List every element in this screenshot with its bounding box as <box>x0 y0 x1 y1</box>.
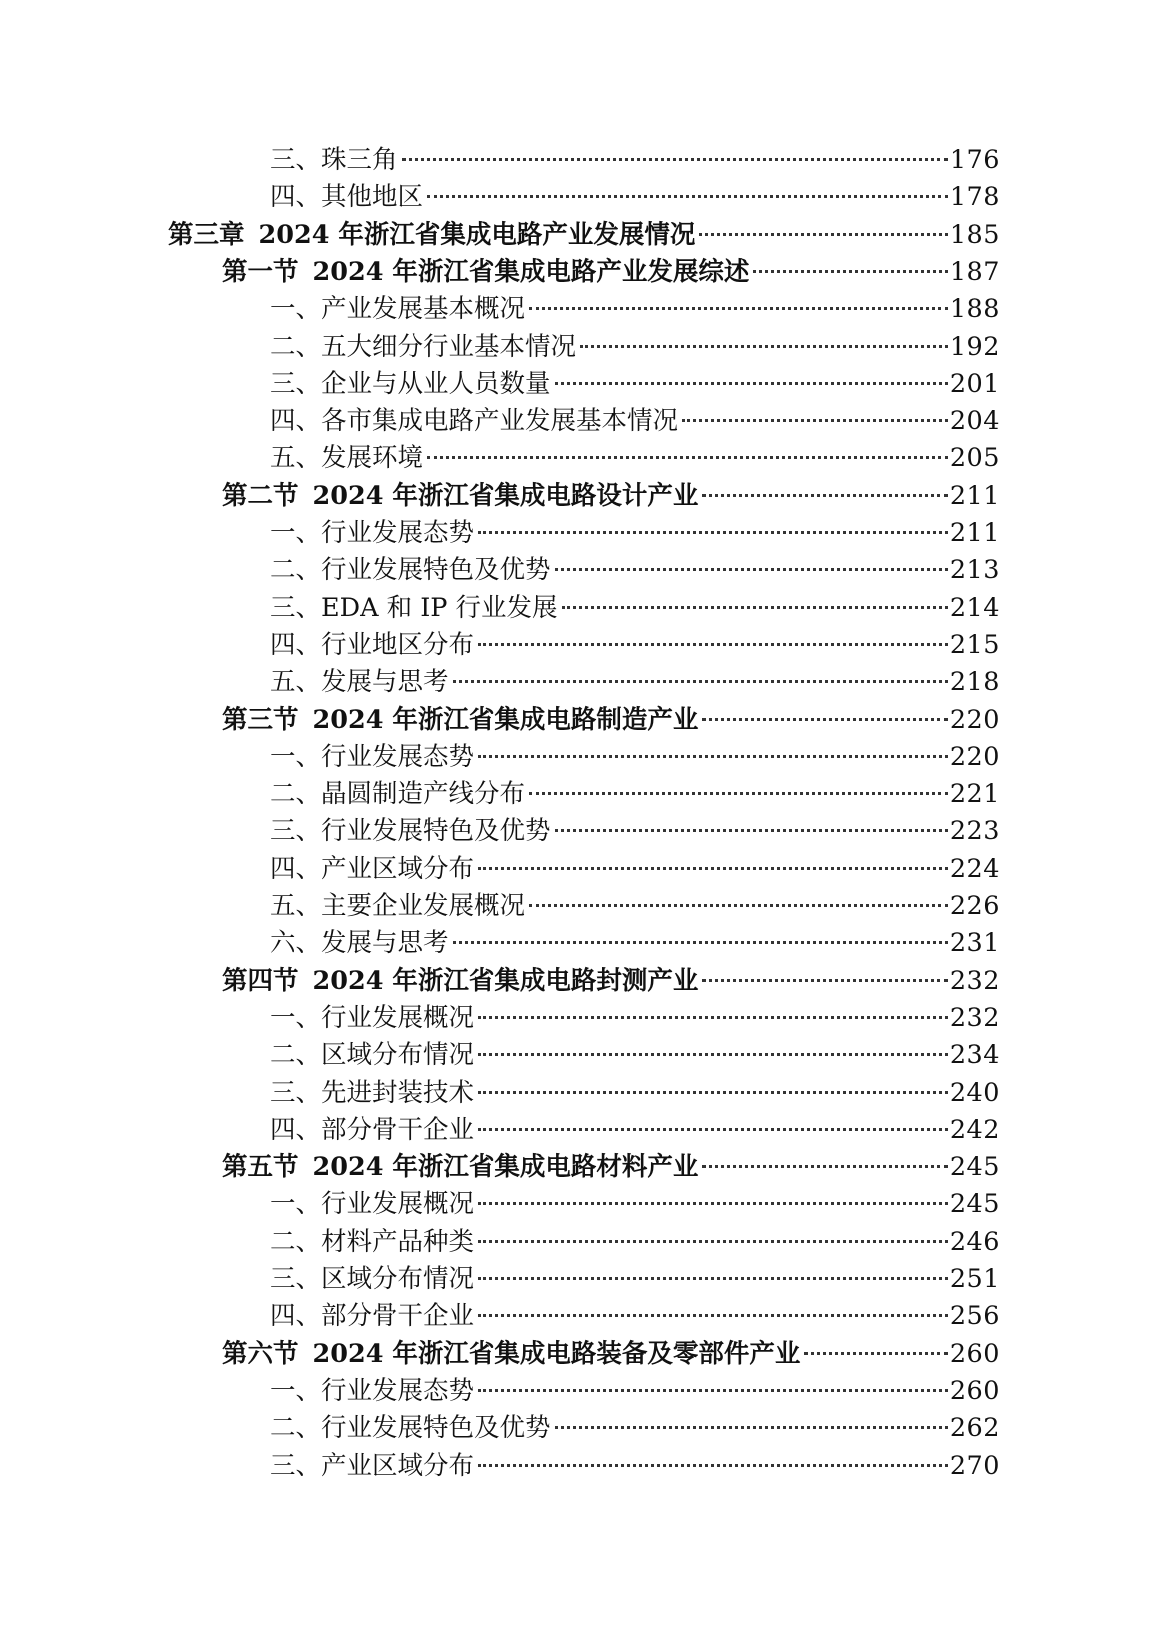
toc-entry-title: 晶圆制造产线分布 <box>321 779 526 810</box>
dot-leader <box>702 1165 947 1168</box>
toc-entry-page-number: 201 <box>949 368 1000 399</box>
dot-leader <box>702 979 947 982</box>
toc-entry-page-number: 224 <box>949 853 1000 884</box>
toc-entry-page-number: 204 <box>949 406 1000 437</box>
dot-leader <box>555 829 948 832</box>
toc-entry-title: 2024 年浙江省集成电路设计产业 <box>312 480 699 511</box>
dot-leader <box>478 755 948 758</box>
toc-entry-number: 三、 <box>270 1450 322 1481</box>
dot-leader <box>478 1016 948 1019</box>
toc-entry-number: 第二节 <box>222 480 299 511</box>
toc-entry-page-number: 231 <box>949 928 1000 959</box>
dot-leader <box>702 718 947 721</box>
dot-leader <box>427 195 948 198</box>
toc-entry-page-number: 242 <box>949 1114 1000 1145</box>
dot-leader <box>478 1091 948 1094</box>
toc-entry-number: 二、 <box>270 1226 322 1257</box>
toc-entry-title: 行业发展特色及优势 <box>321 1413 551 1444</box>
toc-entry-item[interactable] <box>270 590 1000 627</box>
toc-entry-title: 区域分布情况 <box>321 1264 475 1294</box>
dot-leader <box>555 382 948 385</box>
toc-entry-section[interactable] <box>222 478 1000 515</box>
toc-entry-number: 第五节 <box>222 1152 299 1183</box>
toc-entry-page-number: 232 <box>949 965 1000 996</box>
dot-leader <box>478 643 948 646</box>
toc-entry-item[interactable] <box>270 1448 1000 1485</box>
toc-entry-page-number: 240 <box>949 1077 1000 1108</box>
toc-entry-item[interactable] <box>270 1112 1000 1149</box>
toc-entry-item[interactable] <box>270 1410 1000 1447</box>
toc-entry-number: 第六节 <box>222 1338 299 1369</box>
dot-leader <box>453 680 948 683</box>
toc-entry-title: 主要企业发展概况 <box>321 891 526 921</box>
toc-entry-page-number: 232 <box>949 1002 1000 1033</box>
toc-entry-title: 区域分布情况 <box>321 1040 475 1071</box>
toc-entry-page-number: 211 <box>949 480 1000 511</box>
toc-entry-item[interactable] <box>270 776 1000 813</box>
dot-leader <box>402 158 948 161</box>
toc-entry-title: 行业发展态势 <box>321 518 475 548</box>
toc-entry-page-number: 187 <box>949 256 1000 287</box>
toc-entry-page-number: 178 <box>949 182 1000 213</box>
toc-entry-item[interactable] <box>270 888 1000 925</box>
toc-entry-page-number: 188 <box>949 294 1000 325</box>
dot-leader <box>753 270 947 273</box>
dot-leader <box>529 307 948 310</box>
toc-entry-number: 三、 <box>270 368 322 399</box>
toc-entry-page-number: 205 <box>949 443 1000 474</box>
toc-entry-title: 2024 年浙江省集成电路材料产业 <box>312 1152 699 1183</box>
toc-entry-title: 行业发展特色及优势 <box>321 816 551 847</box>
dot-leader <box>478 1464 948 1467</box>
toc-entry-title: 发展与思考 <box>321 928 449 959</box>
toc-entry-item[interactable] <box>270 739 1000 776</box>
toc-entry-title: 2024 年浙江省集成电路装备及零部件产业 <box>312 1338 801 1369</box>
toc-entry-item[interactable] <box>270 1373 1000 1410</box>
dot-leader <box>699 233 947 236</box>
toc-entry-number: 一、 <box>270 518 322 548</box>
toc-entry-item[interactable] <box>270 1037 1000 1074</box>
toc-entry-page-number: 213 <box>949 555 1000 586</box>
toc-entry-page-number: 214 <box>949 592 1000 623</box>
toc-entry-item[interactable] <box>270 1224 1000 1261</box>
dot-leader <box>562 606 948 609</box>
toc-entry-page-number: 226 <box>949 891 1000 921</box>
toc-entry-item[interactable] <box>270 1075 1000 1112</box>
toc-entry-number: 四、 <box>270 629 322 660</box>
toc-entry-item[interactable] <box>270 440 1000 477</box>
toc-entry-title: 行业发展概况 <box>321 1189 475 1220</box>
toc-entry-item[interactable] <box>270 1261 1000 1298</box>
dot-leader <box>478 1202 948 1205</box>
dot-leader <box>529 792 948 795</box>
toc-entry-title: 珠三角 <box>321 145 398 175</box>
toc-entry-number: 五、 <box>270 667 322 698</box>
dot-leader <box>427 456 948 459</box>
toc-entry-page-number: 260 <box>949 1375 1000 1406</box>
toc-entry-page-number: 220 <box>949 741 1000 772</box>
toc-entry-number: 三、 <box>270 816 322 847</box>
dot-leader <box>478 1277 948 1280</box>
toc-entry-number: 三、 <box>270 145 322 175</box>
toc-entry-page-number: 176 <box>949 145 1000 175</box>
dot-leader <box>478 1128 948 1131</box>
dot-leader <box>478 1314 948 1317</box>
toc-entry-page-number: 234 <box>949 1040 1000 1071</box>
toc-entry-title: 产业发展基本概况 <box>321 294 526 325</box>
toc-entry-title: 行业地区分布 <box>321 629 475 660</box>
toc-entry-page-number: 245 <box>949 1189 1000 1220</box>
toc-entry-section[interactable] <box>222 963 1000 1000</box>
dot-leader <box>478 1053 948 1056</box>
toc-entry-item[interactable] <box>270 1000 1000 1037</box>
toc-entry-number: 二、 <box>270 331 322 362</box>
toc-entry-page-number: 223 <box>949 816 1000 847</box>
toc-entry-title: 部分骨干企业 <box>321 1114 475 1145</box>
dot-leader <box>682 419 948 422</box>
toc-entry-item[interactable] <box>270 515 1000 552</box>
toc-entry-page-number: 221 <box>949 779 1000 810</box>
toc-entry-title: 产业区域分布 <box>321 853 475 884</box>
toc-entry-item[interactable] <box>270 329 1000 366</box>
toc-entry-title: 2024 年浙江省集成电路产业发展综述 <box>312 256 750 287</box>
toc-entry-page-number: 192 <box>949 331 1000 362</box>
toc-entry-section[interactable] <box>222 254 1000 291</box>
toc-entry-title: 材料产品种类 <box>321 1226 475 1257</box>
toc-entry-title: 行业发展态势 <box>321 1375 475 1406</box>
dot-leader <box>478 1240 948 1243</box>
toc-entry-number: 第三节 <box>222 704 299 735</box>
toc-entry-number: 二、 <box>270 779 322 810</box>
dot-leader <box>702 494 947 497</box>
toc-entry-number: 三、 <box>270 1077 322 1108</box>
toc-entry-title: 五大细分行业基本情况 <box>321 331 577 362</box>
toc-entry-number: 第一节 <box>222 256 299 287</box>
toc-entry-page-number: 260 <box>949 1338 1000 1369</box>
toc-entry-title: 产业区域分布 <box>321 1450 475 1481</box>
toc-entry-number: 一、 <box>270 741 322 772</box>
toc-entry-section[interactable] <box>222 702 1000 739</box>
toc-entry-title: 发展与思考 <box>321 667 449 698</box>
toc-entry-item[interactable] <box>270 813 1000 850</box>
toc-entry-page-number: 270 <box>949 1450 1000 1481</box>
toc-entry-title: 行业发展特色及优势 <box>321 555 551 586</box>
toc-entry-chapter[interactable] <box>168 217 1000 254</box>
toc-entry-item[interactable] <box>270 179 1000 216</box>
toc-entry-section[interactable] <box>222 1149 1000 1186</box>
dot-leader <box>529 904 948 907</box>
toc-entry-page-number: 256 <box>949 1301 1000 1332</box>
toc-entry-item[interactable] <box>270 925 1000 962</box>
toc-entry-number: 六、 <box>270 928 322 959</box>
toc-entry-number: 第四节 <box>222 965 299 996</box>
toc-entry-page-number: 220 <box>949 704 1000 735</box>
toc-entry-number: 一、 <box>270 294 322 325</box>
toc-entry-title: 其他地区 <box>321 182 424 213</box>
toc-entry-title: 2024 年浙江省集成电路封测产业 <box>312 965 699 996</box>
dot-leader <box>478 531 948 534</box>
toc-entry-item[interactable] <box>270 627 1000 664</box>
toc-entry-section[interactable] <box>222 1336 1000 1373</box>
toc-entry-page-number: 246 <box>949 1226 1000 1257</box>
dot-leader <box>478 1389 948 1392</box>
toc-entry-number: 四、 <box>270 1301 322 1332</box>
toc-entry-number: 一、 <box>270 1002 322 1033</box>
toc-entry-number: 四、 <box>270 1114 322 1145</box>
toc-entry-number: 四、 <box>270 182 322 213</box>
toc-entry-item[interactable] <box>270 1186 1000 1223</box>
dot-leader <box>453 941 948 944</box>
toc-entry-page-number: 215 <box>949 629 1000 660</box>
dot-leader <box>555 568 948 571</box>
dot-leader <box>478 867 948 870</box>
toc-entry-page-number: 211 <box>949 518 1000 548</box>
toc-entry-item[interactable] <box>270 291 1000 328</box>
toc-entry-page-number: 262 <box>949 1413 1000 1444</box>
toc-entry-number: 第三章 <box>168 219 245 250</box>
toc-entry-number: 二、 <box>270 555 322 586</box>
toc-entry-title: 2024 年浙江省集成电路产业发展情况 <box>258 219 696 250</box>
toc-entry-title: 各市集成电路产业发展基本情况 <box>321 406 679 437</box>
toc-entry-number: 一、 <box>270 1189 322 1220</box>
toc-entry-title: 先进封装技术 <box>321 1077 475 1108</box>
toc-entry-title: 部分骨干企业 <box>321 1301 475 1332</box>
toc-entry-number: 五、 <box>270 891 322 921</box>
dot-leader <box>555 1426 948 1429</box>
toc-entry-item[interactable] <box>270 366 1000 403</box>
toc-entry-title: 行业发展态势 <box>321 741 475 772</box>
toc-entry-item[interactable] <box>270 1298 1000 1335</box>
toc-entry-number: 二、 <box>270 1040 322 1071</box>
toc-entry-page-number: 218 <box>949 667 1000 698</box>
toc-entry-item[interactable] <box>270 142 1000 179</box>
toc-entry-item[interactable] <box>270 403 1000 440</box>
toc-entry-number: 四、 <box>270 406 322 437</box>
dot-leader <box>580 345 948 348</box>
dot-leader <box>804 1352 947 1355</box>
toc-entry-item[interactable] <box>270 851 1000 888</box>
toc-entry-number: 三、 <box>270 1264 322 1294</box>
toc-entry-page-number: 245 <box>949 1152 1000 1183</box>
toc-entry-number: 五、 <box>270 443 322 474</box>
toc-entry-number: 二、 <box>270 1413 322 1444</box>
toc-entry-title: 企业与从业人员数量 <box>321 368 551 399</box>
toc-entry-item[interactable] <box>270 664 1000 701</box>
toc-entry-number: 四、 <box>270 853 322 884</box>
toc-entry-number: 一、 <box>270 1375 322 1406</box>
toc-entry-title: 2024 年浙江省集成电路制造产业 <box>312 704 699 735</box>
toc-entry-title: 发展环境 <box>321 443 424 474</box>
toc-entry-page-number: 185 <box>949 219 1000 250</box>
toc-entry-page-number: 251 <box>949 1264 1000 1294</box>
toc-entry-number: 三、 <box>270 592 322 623</box>
toc-entry-item[interactable] <box>270 552 1000 589</box>
toc-entry-title: 行业发展概况 <box>321 1002 475 1033</box>
toc-entry-title: EDA 和 IP 行业发展 <box>321 592 558 623</box>
